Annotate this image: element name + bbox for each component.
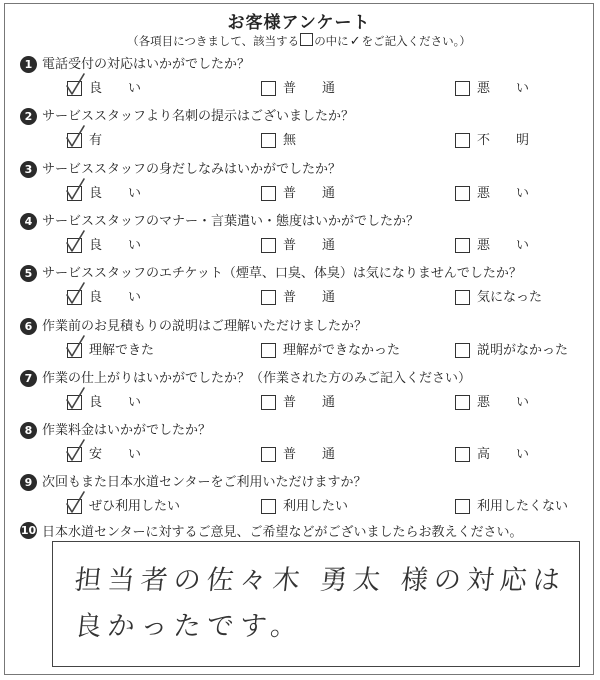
question-number: 1	[20, 56, 37, 73]
comment-answer-box[interactable]	[52, 541, 580, 667]
question-text: 作業前のお見積もりの説明はご理解いただけましたか？	[42, 318, 368, 334]
answer-checkbox[interactable]	[67, 186, 82, 201]
answer-checkbox[interactable]	[455, 133, 470, 148]
answer-checkbox[interactable]	[67, 499, 82, 514]
answer-option-label: 良 い	[89, 237, 142, 253]
question-number: 3	[20, 161, 37, 178]
answer-option-label: 普 通	[283, 394, 336, 410]
answer-option-label: 良 い	[89, 81, 142, 96]
checkmark-icon: ✓	[349, 34, 361, 49]
handwritten-comment-line: 担当者の佐々木 勇太 様の対応は	[73, 565, 568, 596]
question-item	[20, 55, 583, 107]
answer-option-label: 良 い	[89, 394, 142, 410]
answer-option-label: 理解できた	[89, 342, 155, 358]
answer-checkbox[interactable]	[261, 186, 276, 201]
question-text: サービススタッフの身だしなみはいかがでしたか？	[42, 161, 342, 177]
answer-option-label: 普 通	[283, 81, 336, 96]
answer-checkbox[interactable]	[67, 290, 82, 305]
question-number: 6	[20, 318, 37, 335]
answer-option-label: 理解ができなかった	[283, 342, 401, 358]
answer-checkbox[interactable]	[67, 81, 82, 96]
answer-option-label: 有	[89, 133, 103, 149]
answer-option-label: 普 通	[283, 290, 336, 306]
question-number: 9	[20, 474, 37, 491]
answer-checkbox[interactable]	[67, 238, 82, 253]
question-text: サービススタッフのエチケット（煙草、口臭、体臭）は気になりませんでしたか？	[42, 266, 522, 282]
survey-title: お客様アンケート	[227, 13, 371, 33]
question-number: 2	[20, 108, 37, 125]
answer-checkbox[interactable]	[67, 133, 82, 148]
question-item	[20, 369, 583, 421]
answer-option-label: 説明がなかった	[477, 342, 569, 358]
answer-checkbox[interactable]	[67, 395, 82, 410]
question-number: 10	[20, 524, 37, 537]
question-item	[20, 421, 583, 473]
answer-checkbox[interactable]	[455, 186, 470, 201]
question-text: 作業料金はいかがでしたか？	[42, 423, 212, 439]
question-item	[20, 212, 583, 264]
answer-checkbox[interactable]	[261, 343, 276, 358]
instruction-before: （各項目につきまして、該当する	[127, 34, 300, 48]
answer-checkbox[interactable]	[261, 290, 276, 305]
answer-option-label: 悪 い	[477, 81, 530, 96]
answer-option-label: 安 い	[89, 447, 142, 463]
answer-checkbox[interactable]	[261, 133, 276, 148]
answer-checkbox[interactable]	[455, 447, 470, 462]
answer-option-label: 良 い	[89, 290, 142, 306]
question-number: 8	[20, 422, 37, 439]
handwritten-comment-line: 良かったです。	[73, 611, 306, 642]
instruction-line	[5, 33, 593, 49]
answer-checkbox[interactable]	[455, 290, 470, 305]
answer-option-label: 悪 い	[477, 394, 530, 410]
instruction-after: をご記入ください。）	[361, 34, 471, 48]
answer-checkbox[interactable]	[261, 395, 276, 410]
answer-option-label: 悪 い	[477, 185, 530, 201]
answer-checkbox[interactable]	[455, 81, 470, 96]
answer-option-label: ぜひ利用したい	[89, 499, 181, 515]
answer-option-label: 良 い	[89, 185, 142, 201]
answer-option-label: 利用したくない	[477, 499, 569, 515]
answer-option-label: 悪 い	[477, 237, 530, 253]
answer-option-label: 気になった	[477, 290, 543, 306]
answer-checkbox[interactable]	[261, 238, 276, 253]
answer-checkbox[interactable]	[261, 447, 276, 462]
instruction-middle: の中に	[314, 34, 349, 48]
answer-option-label: 高 い	[477, 447, 530, 463]
answer-option-label: 普 通	[283, 185, 336, 201]
answer-checkbox[interactable]	[261, 499, 276, 514]
answer-checkbox[interactable]	[455, 343, 470, 358]
answer-checkbox[interactable]	[67, 343, 82, 358]
answer-option-label: 不 明	[477, 133, 530, 149]
question-item	[20, 473, 583, 525]
answer-option-label: 普 通	[283, 237, 336, 253]
answer-option-label: 普 通	[283, 447, 336, 463]
question-text: 次回もまた日本水道センターをご利用いただけますか？	[42, 475, 367, 491]
question-text: サービススタッフより名刺の提示はございましたか？	[42, 109, 355, 125]
answer-checkbox[interactable]	[455, 395, 470, 410]
question-number: 5	[20, 265, 37, 282]
question-text: 電話受付の対応はいかがでしたか？	[42, 57, 251, 72]
question-text: 作業の仕上がりはいかがでしたか？（作業された方のみご記入ください）	[42, 370, 472, 386]
question-item	[20, 107, 583, 159]
answer-checkbox[interactable]	[455, 238, 470, 253]
question-item	[20, 264, 583, 316]
question-item	[20, 317, 583, 369]
answer-option-label: 無	[283, 133, 297, 149]
question-number: 7	[20, 370, 37, 387]
question-number: 4	[20, 213, 37, 230]
answer-option-label: 利用したい	[283, 499, 349, 515]
checkbox-sample-icon	[300, 33, 313, 46]
question-item	[20, 160, 583, 212]
survey-sheet	[4, 3, 594, 675]
question-text: 日本水道センターに対するご意見、ご希望などがございましたらお教えください。	[42, 525, 523, 540]
answer-checkbox[interactable]	[261, 81, 276, 96]
question-text: サービススタッフのマナー・言葉遣い・態度はいかがでしたか？	[42, 213, 420, 229]
answer-checkbox[interactable]	[455, 499, 470, 514]
answer-checkbox[interactable]	[67, 447, 82, 462]
